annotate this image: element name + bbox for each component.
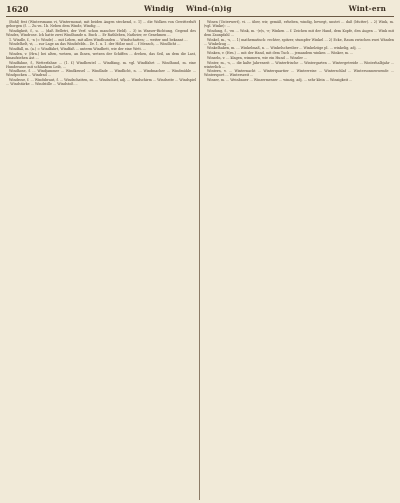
entry-paragraph: Winseln, v. ... klagen, wimmern, wie ein Hund ... Winsler ...	[207, 55, 308, 60]
running-head-middle: Wind-(n)ig	[186, 4, 232, 13]
entry-paragraph: Winken, v. (Hrn.) ... mit der Hand, mit dem Tuch ... jemandem winken ... Winker, m. ...	[207, 51, 354, 56]
entry-paragraph: Windfahne, f., Wetterfahne ... (1. f.) Windbeutel ... Windfang, m. vgl. Windfahrt ... Windhund, m. eine Hunderasse mit schlankem Leib, ...	[6, 60, 196, 69]
entry-paragraph: Winkelhaken, m. ... Winkelmaß, n. ... Winkelschreiber ... Winkelzüge pl. ... winkelig, adj. ...	[207, 46, 361, 51]
running-head-right: Wint-ern	[348, 4, 386, 13]
column-divider	[199, 20, 200, 500]
entry-paragraph: Windelhelt, vi, ... zur Lage an das Windsfelds... Dr. 1. u. 1. der Hölze und ... f Mensch, ... Windlicht ...	[9, 42, 181, 47]
entry-paragraph: 1. Windle, f., -n (= Winde) ... mit Leben, mit allen Windhunden ... Windschatten; ... weiter und bekannt ...	[9, 37, 188, 42]
entry-paragraph: Winzer, m. ... Weinbauer ... Winzermesser ... winzig, adj. ... sehr klein ... Winzigkeit ...	[207, 78, 353, 83]
entry-paragraph: Windhose, f. ... Windjammer ... Windkessel ... Windlade ... Windlicht, n. ... Windmacher ... Windmühle ... Windpocken ... Windrad ...	[6, 69, 196, 78]
left-column	[6, 20, 196, 500]
entry-paragraph: Windung, f., -en ... Wink, m. -(e)s, -e; Winken ... f. Zeichen mit der Hand, dem Kopfe, den Augen ... Wink mit dem Zaunpfahl ...	[204, 28, 394, 37]
header-rule	[6, 16, 394, 17]
entry-paragraph: Windfall, m. (a.) = Windfahrt, Windfaß ... unterm Windbett, wie der eine Wett. ...	[9, 47, 147, 52]
entry-paragraph: Winden, v. (Hrn.) bei alten, wetzen, an Ihnen, wetzen der Schiffen ... drehen, das Seil, an dem die Last, hinaufziehen Ast ...	[6, 51, 196, 60]
entry-paragraph: Winter, m., -s, ... die kalte Jahreszeit ... Winterfrische ... Wintergarten ... Wintergetreide ... Winterhalbjahr ... winterlich ...	[204, 60, 394, 69]
page-header	[6, 4, 394, 16]
entry-paragraph: Wintern, v. ... Winternacht ... Winterquartier ... Winterreise ... Winterschlaf ... Wintersonnenwende ... Wintersport ... Winterszeit ...	[204, 69, 394, 78]
running-head-left: Windig	[144, 4, 174, 13]
page-number: 1620	[6, 4, 29, 14]
entry-paragraph: (Bohl) fest (Wintersmann vi, Wintermonat, mit beiden Augen steckend, c. 1] ... die Wolken von Gewitterluft geborgen (f. ... Zu vn. 1b. Neben dem Winde, Windig ...	[6, 20, 196, 29]
right-column	[204, 20, 394, 500]
entry-paragraph: Windigkeit, f., u. ... (daß Belletri, der Verf. schon mancher Held). – 3) in Wasser-Richtung, Gegend des Windes, Windrose. Ich hatte zwei Windhunde u. Buch ... Er Rathleben, Nathrier, er Genehmen ...	[6, 28, 196, 37]
entry-paragraph: Windrose, f. ... Windsbraut, f. ... Windschatten, m. ... Windschief, adj. ... Windschirm ... Windseite ... Windspiel ... Windstärke ... Windstille ... Windstoß ...	[6, 78, 196, 87]
entry-paragraph: Winen (Unterwert), vi. ... über, wir, gemäß, erheben, windig, bewegt, unstet ... daß (Mutter). – 2) Wink, m. (vgl. Winke): ...	[204, 20, 394, 29]
entry-paragraph: Winkel, m., -s, ... 1) mathematisch: rechter, spitzer, stumpfer Winkel ... 2) Ecke, Raum zwischen zwei Wänden ... Winkelzug ...	[204, 37, 394, 46]
